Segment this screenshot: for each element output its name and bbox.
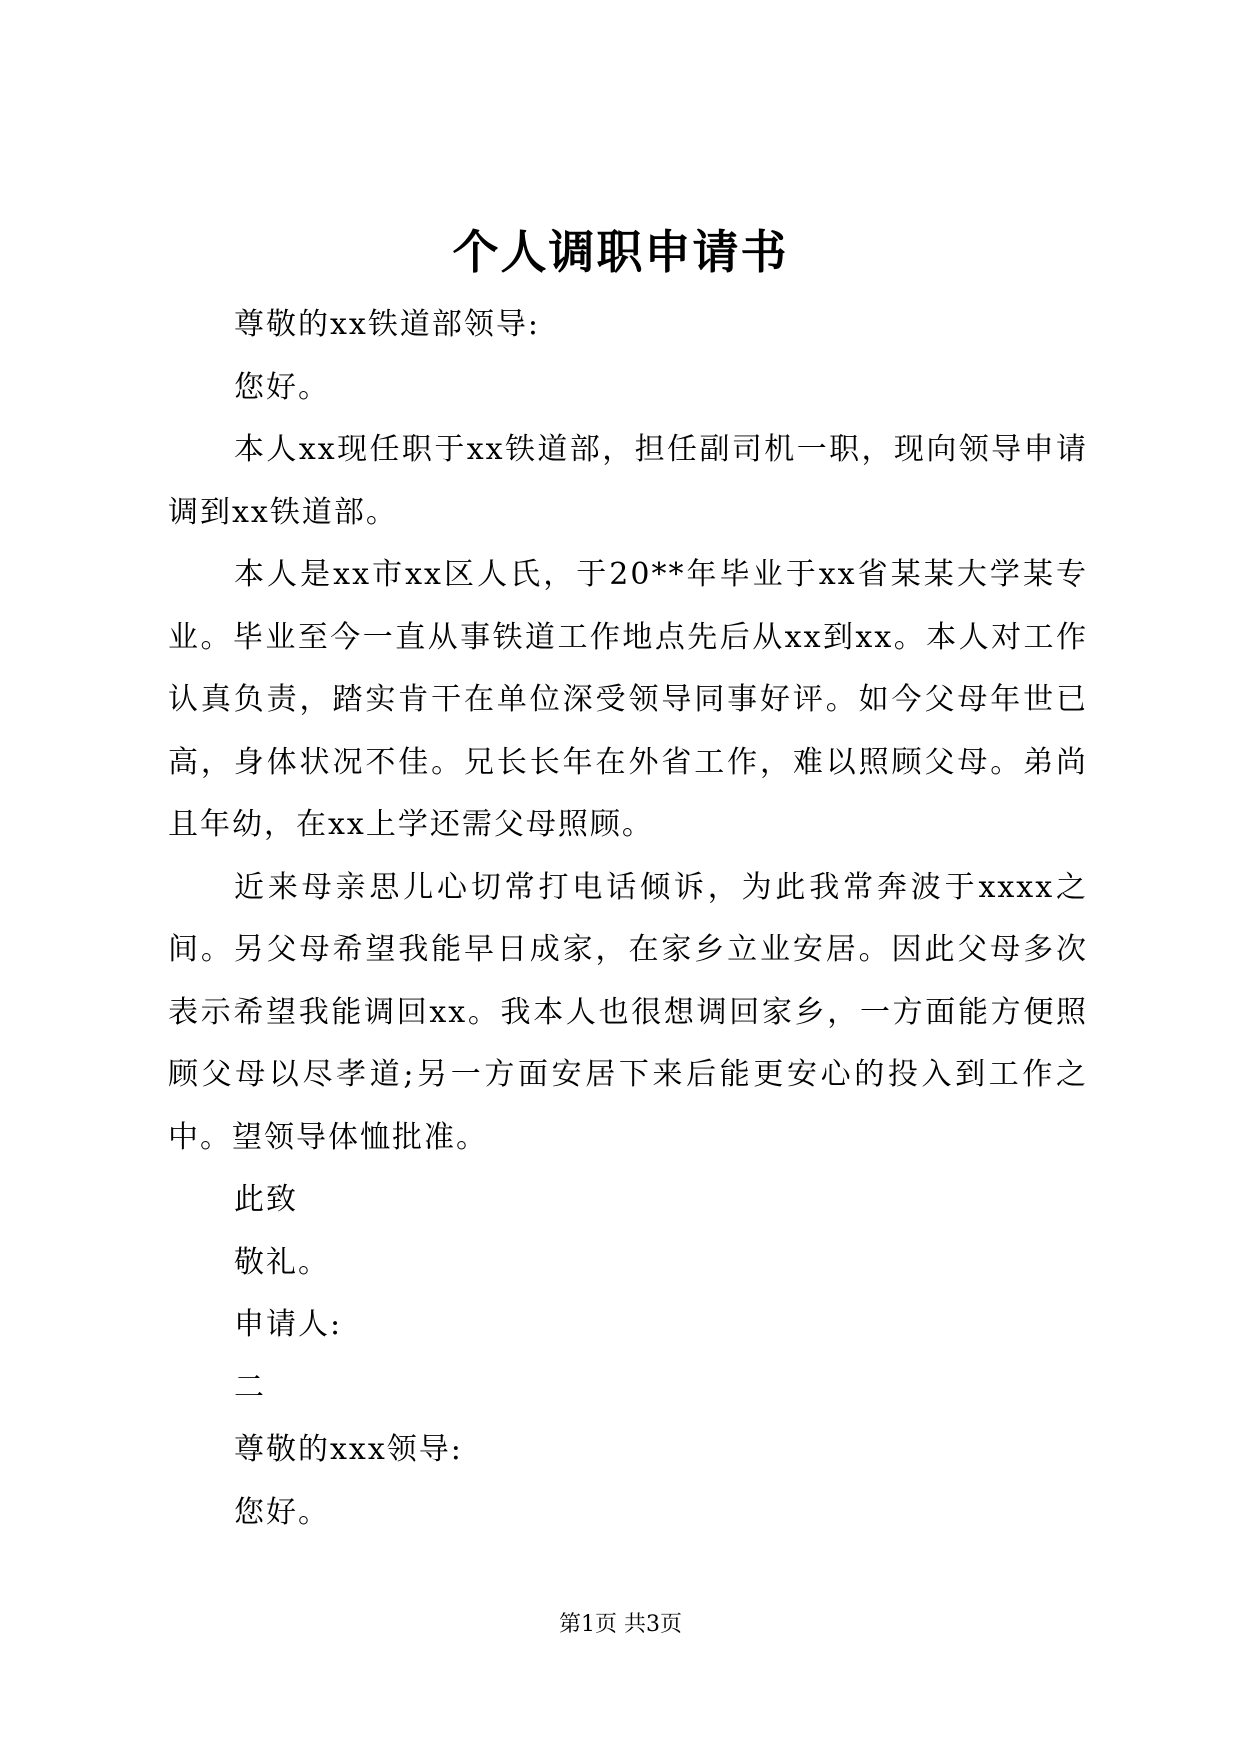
paragraph-background: 本人是xx市xx区人氏，于20**年毕业于xx省某某大学某专业。毕业至今一直从事铁道工作地点先后从xx到xx。本人对工作认真负责，踏实肯干在单位深受领导同事好评。如今父母年世已高，身体状况不佳。兄长长年在外省工作，难以照顾父母。弟尚且年幼，在xx上学还需父母照顾。 xyxy=(168,557,1088,842)
document-body xyxy=(168,294,1088,1544)
page-number-footer: 第1页 共3页 xyxy=(559,1612,682,1637)
closing-jingli: 敬礼。 xyxy=(234,1244,330,1280)
document-title: 个人调职申请书 xyxy=(452,225,789,279)
applicant-label: 申请人: xyxy=(234,1307,343,1342)
salutation-second: 尊敬的xxx领导: xyxy=(234,1432,463,1467)
greeting-second: 您好。 xyxy=(234,1494,330,1530)
paragraph-request: 本人xx现任职于xx铁道部，担任副司机一职，现向领导申请调到xx铁道部。 xyxy=(168,432,1088,530)
paragraph-reason: 近来母亲思儿心切常打电话倾诉，为此我常奔波于xxxx之间。另父母希望我能早日成家，在家乡立业安居。因此父母多次表示希望我能调回xx。我本人也很想调回家乡，一方面能方便照顾父母以尽孝道;另一方面安居下来后能更安心的投入到工作之中。望领导体恤批准。 xyxy=(168,869,1088,1155)
greeting: 您好。 xyxy=(234,369,330,405)
section-number: 二 xyxy=(234,1369,266,1405)
salutation: 尊敬的xx铁道部领导: xyxy=(234,307,540,342)
closing-cizhi: 此致 xyxy=(234,1182,298,1217)
